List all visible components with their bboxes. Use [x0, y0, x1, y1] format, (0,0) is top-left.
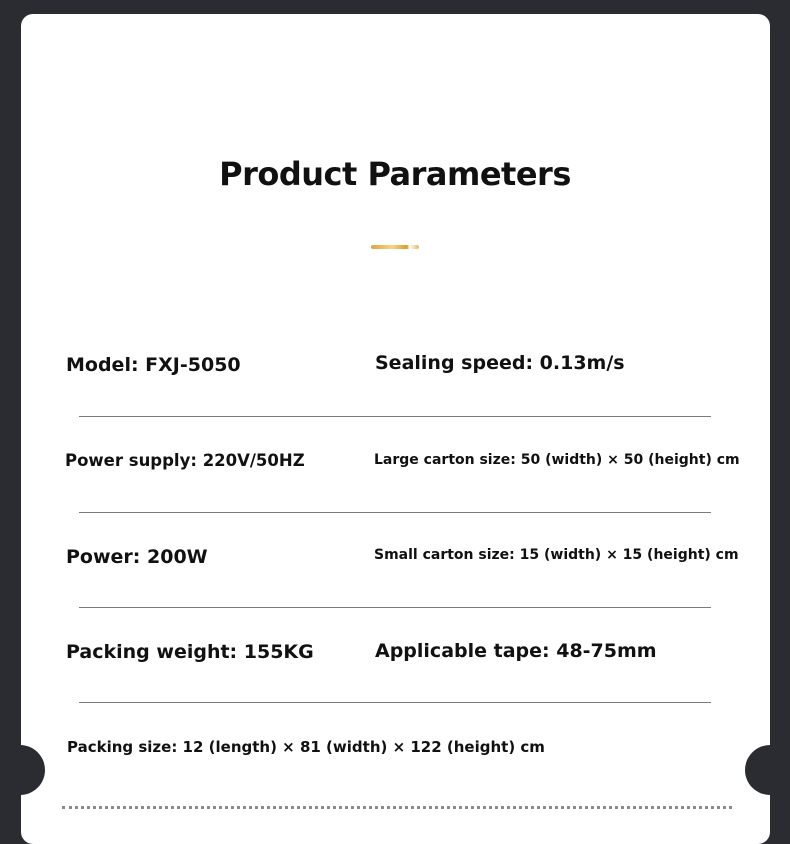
- page-title: Product Parameters: [219, 155, 571, 193]
- param-packing-weight: Packing weight: 155KG: [66, 641, 314, 663]
- row-divider: [79, 607, 711, 608]
- param-power: Power: 200W: [66, 546, 208, 568]
- param-power-supply: Power supply: 220V/50HZ: [65, 451, 305, 470]
- param-model: Model: FXJ-5050: [66, 354, 241, 376]
- right-notch: [745, 745, 790, 795]
- param-small-carton-size: Small carton size: 15 (width) × 15 (height) cm: [374, 547, 739, 563]
- param-applicable-tape: Applicable tape: 48-75mm: [375, 640, 657, 662]
- dotted-separator: [62, 806, 732, 809]
- content-card: [21, 14, 770, 844]
- row-divider: [79, 512, 711, 513]
- param-packing-size: Packing size: 12 (length) × 81 (width) × 122 (height) cm: [67, 738, 545, 756]
- title-accent-bar: [371, 245, 419, 249]
- param-large-carton-size: Large carton size: 50 (width) × 50 (height) cm: [374, 452, 740, 468]
- param-sealing-speed: Sealing speed: 0.13m/s: [375, 352, 625, 374]
- row-divider: [79, 416, 711, 417]
- row-divider: [79, 702, 711, 703]
